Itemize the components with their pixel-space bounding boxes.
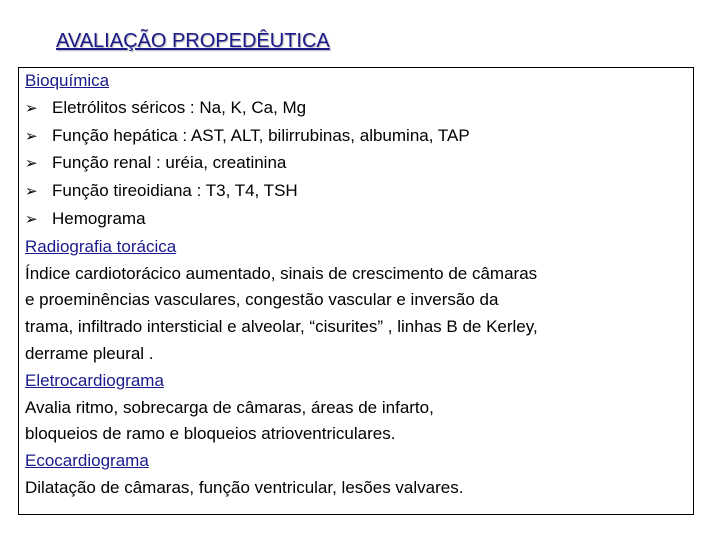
eletrocardiograma-line: Avalia ritmo, sobrecarga de câmaras, áreas de infarto, bbox=[25, 397, 434, 417]
list-item bbox=[25, 150, 687, 178]
arrow-bullet-icon: ➢ bbox=[25, 99, 38, 117]
ecocardiograma-line: Dilatação de câmaras, função ventricular, lesões valvares. bbox=[25, 477, 464, 497]
section-heading-bioquimica: Bioquímica bbox=[25, 71, 110, 90]
radiografia-line: Índice cardiotorácico aumentado, sinais de crescimento de câmaras bbox=[25, 263, 538, 283]
list-item bbox=[25, 95, 687, 123]
radiografia-line: trama, infiltrado intersticial e alveolar, “cisurites” , linhas B de Kerley, bbox=[25, 317, 538, 337]
list-item bbox=[25, 206, 687, 234]
list-item-text: Função renal : uréia, creatinina bbox=[52, 153, 287, 173]
radiografia-line: e proeminências vasculares, congestão vascular e inversão da bbox=[25, 290, 499, 310]
list-item bbox=[25, 123, 687, 151]
arrow-bullet-icon: ➢ bbox=[25, 155, 38, 173]
content-box bbox=[18, 67, 694, 515]
section-heading-radiografia: Radiografia torácica bbox=[25, 236, 177, 256]
section-heading-eletrocardiograma: Eletrocardiograma bbox=[25, 370, 164, 390]
arrow-bullet-icon: ➢ bbox=[25, 183, 38, 201]
eletrocardiograma-line: bloqueios de ramo e bloqueios atrioventriculares. bbox=[25, 424, 396, 444]
page-title: AVALIAÇÃO PROPEDÊUTICA bbox=[56, 30, 330, 52]
section-heading-ecocardiograma: Ecocardiograma bbox=[25, 451, 149, 471]
list-item bbox=[25, 178, 687, 206]
list-item-text: Hemograma bbox=[52, 208, 146, 228]
list-item-text: Função hepática : AST, ALT, bilirrubinas, albumina, TAP bbox=[52, 125, 470, 145]
arrow-bullet-icon: ➢ bbox=[25, 127, 38, 145]
list-item-text: Função tireoidiana : T3, T4, TSH bbox=[52, 181, 298, 201]
bioquimica-list bbox=[25, 95, 687, 234]
radiografia-line: derrame pleural . bbox=[25, 343, 154, 363]
arrow-bullet-icon: ➢ bbox=[25, 210, 38, 228]
list-item-text: Eletrólitos séricos : Na, K, Ca, Mg bbox=[52, 97, 307, 117]
